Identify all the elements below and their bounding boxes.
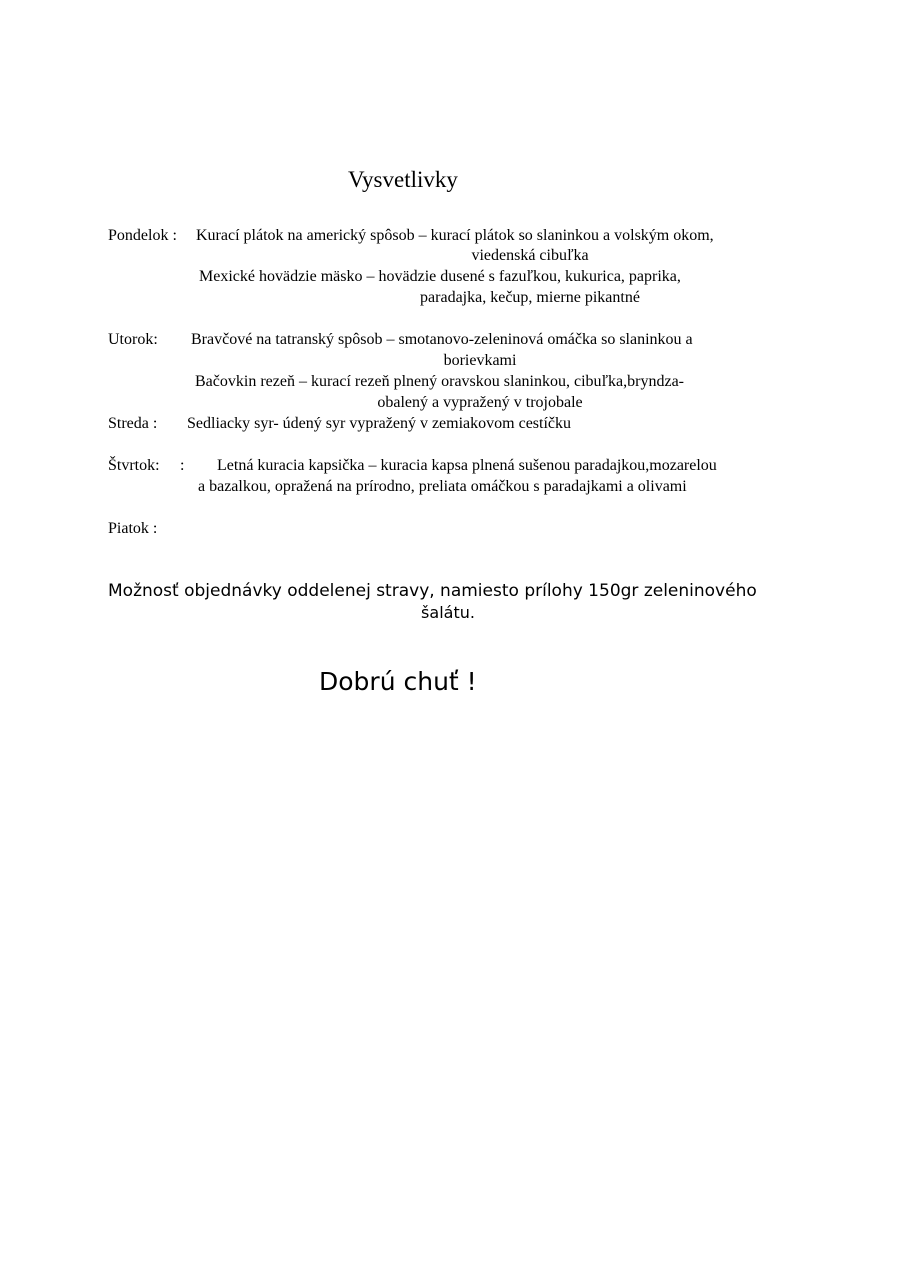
monday-dish2-line1: Mexické hovädzie mäsko – hovädzie dusené s fazuľkou, kukurica, paprika, bbox=[199, 268, 681, 285]
day-label-thursday: Štvrtok: bbox=[108, 457, 160, 474]
day-label-monday: Pondelok : bbox=[108, 227, 177, 244]
monday-dish2-line2: paradajka, kečup, mierne pikantné bbox=[420, 289, 640, 306]
monday-dish1-line2: viedenská cibuľka bbox=[471, 247, 589, 264]
day-label-friday: Piatok : bbox=[108, 520, 158, 537]
order-note-line2: šalátu. bbox=[421, 603, 475, 622]
thursday-dish1-line2: a bazalkou, opražená na prírodno, preliata omáčkou s paradajkami a olivami bbox=[198, 478, 687, 495]
monday-dish1-line1: Kurací plátok na americký spôsob – kurací plátok so slaninkou a volským okom, bbox=[196, 227, 714, 244]
closing-greeting: Dobrú chuť ! bbox=[319, 667, 477, 696]
order-note-line1: Možnosť objednávky oddelenej stravy, namiesto prílohy 150gr zeleninového bbox=[108, 581, 757, 601]
page-title: Vysvetlivky bbox=[348, 167, 458, 192]
day-label-tuesday: Utorok: bbox=[108, 331, 158, 348]
thursday-separator: : bbox=[180, 457, 185, 474]
tuesday-dish2-line2: obalený a vypražený v trojobale bbox=[377, 394, 583, 411]
day-label-wednesday: Streda : bbox=[108, 415, 158, 432]
thursday-dish1-line1: Letná kuracia kapsička – kuracia kapsa plnená sušenou paradajkou,mozarelou bbox=[217, 457, 717, 474]
wednesday-dish1-line1: Sedliacky syr- údený syr vypražený v zemiakovom cestíčku bbox=[187, 415, 572, 432]
tuesday-dish1-line2: borievkami bbox=[443, 352, 517, 369]
tuesday-dish1-line1: Bravčové na tatranský spôsob – smotanovo-zeleninová omáčka so slaninkou a bbox=[191, 331, 693, 348]
tuesday-dish2-line1: Bačovkin rezeň – kurací rezeň plnený oravskou slaninkou, cibuľka,bryndza- bbox=[195, 373, 684, 390]
